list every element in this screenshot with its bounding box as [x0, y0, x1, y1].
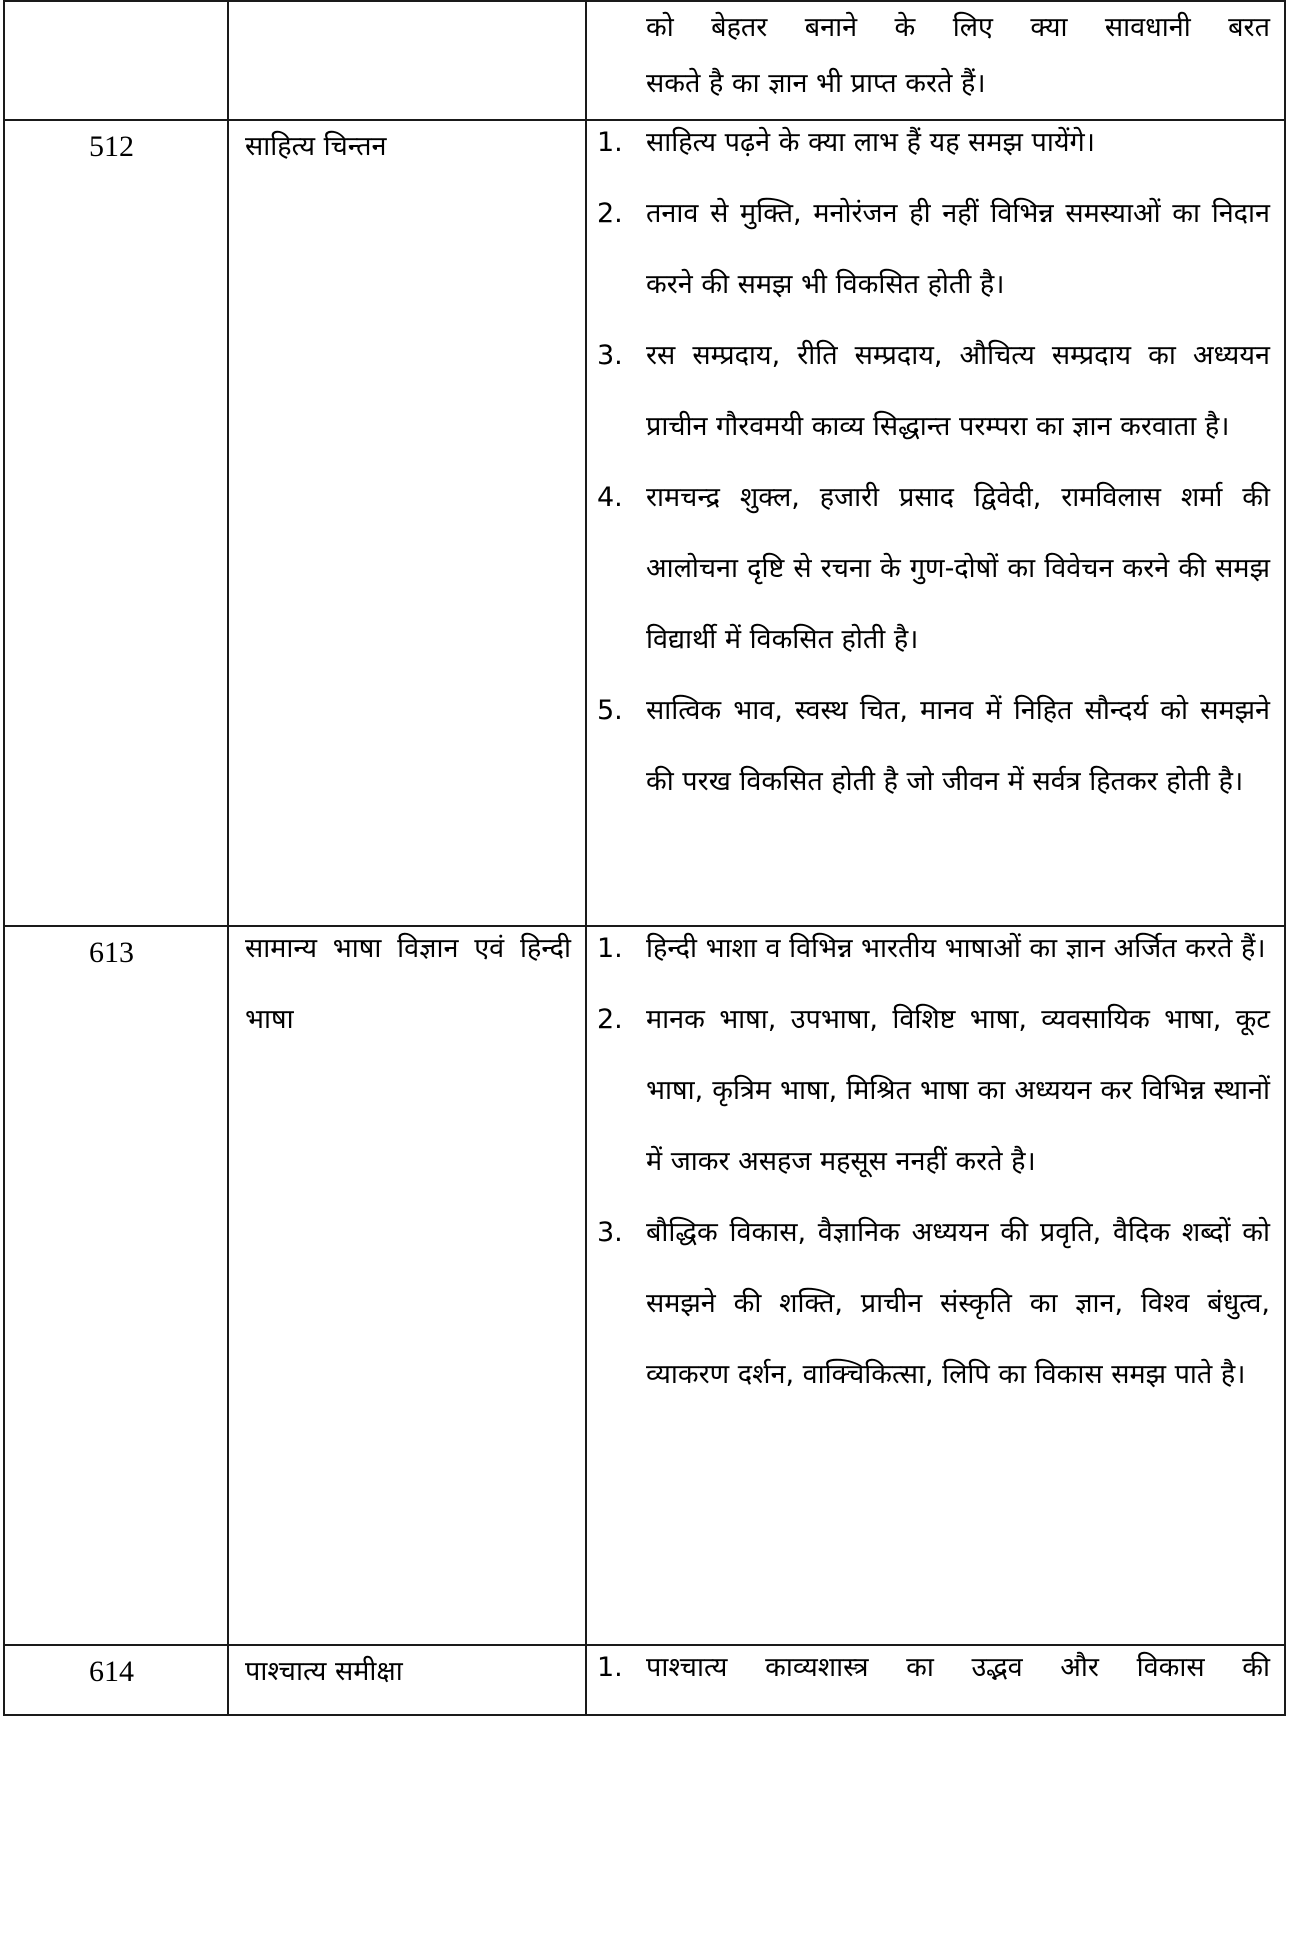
course-code-cell	[4, 926, 228, 1645]
table-row	[4, 120, 1285, 926]
outcome-number: 4.	[597, 482, 623, 513]
course-code: 512	[89, 130, 134, 163]
outcome-number: 3.	[597, 340, 623, 371]
course-code-cell	[4, 120, 228, 926]
paper-name-cell	[228, 926, 586, 1645]
outcome-number: 1.	[597, 127, 623, 158]
outcome-text: पाश्चात्य काव्यशास्त्र का उद्भव और विकास की	[646, 1652, 1270, 1683]
outcome-text: सात्विक भाव, स्वस्थ चित, मानव में निहित सौन्दर्य को समझने की परख विकसित होती है जो जीवन में सर्वत्र हितकर होती है।	[646, 695, 1270, 797]
outcome-item	[597, 462, 1270, 675]
paper-name: सामान्य भाषा विज्ञान एवं हिन्दी भाषा	[245, 933, 571, 1035]
paper-name-cell	[228, 1645, 586, 1715]
outcome-item	[597, 320, 1270, 462]
course-code-cell	[4, 1645, 228, 1715]
table-row	[4, 1645, 1285, 1715]
outcome-text: हिन्दी भाशा व विभिन्न भारतीय भाषाओं का ज्ञान अर्जित करते हैं।	[646, 933, 1266, 964]
outcome-item	[597, 913, 1270, 984]
outcome-item	[597, 984, 1270, 1197]
course-code-cell	[4, 1, 228, 120]
outcome-text: तनाव से मुक्ति, मनोरंजन ही नहीं विभिन्न समस्याओं का निदान करने की समझ भी विकसित होती है।	[646, 198, 1270, 300]
outcome-text: बौद्धिक विकास, वैज्ञानिक अध्ययन की प्रवृति, वैदिक शब्दों को समझने की शक्ति, प्राचीन संस्कृति का ज्ञान, विश्व बंधुत्व, व्याकरण दर्शन, वाक्चिकित्सा, लिपि का विकास समझ पाते है।	[646, 1217, 1270, 1390]
table-row	[4, 1, 1285, 120]
paper-name-cell	[228, 1, 586, 120]
table-row	[4, 926, 1285, 1645]
paper-name-cell	[228, 120, 586, 926]
outcomes-cell	[586, 926, 1285, 1645]
outcomes-cell	[586, 120, 1285, 926]
outcome-number: 1.	[597, 1652, 623, 1683]
outcome-number: 1.	[597, 933, 623, 964]
course-outcomes-table	[3, 0, 1286, 1716]
outcome-number: 2.	[597, 1004, 623, 1035]
outcome-text: रामचन्द्र शुक्ल, हजारी प्रसाद द्विवेदी, रामविलास शर्मा की आलोचना दृष्टि से रचना के गुण-दोषों का विवेचन करने की समझ विद्यार्थी में विकसित होती है।	[646, 482, 1270, 655]
outcome-item	[597, 1197, 1270, 1410]
outcomes-cell	[586, 1, 1285, 120]
course-code: 614	[89, 1655, 134, 1688]
outcome-text: रस सम्प्रदाय, रीति सम्प्रदाय, औचित्य सम्प्रदाय का अध्ययन प्राचीन गौरवमयी काव्य सिद्धान्त परम्परा का ज्ञान करवाता है।	[646, 340, 1270, 442]
outcome-item	[597, 178, 1270, 320]
paper-name: साहित्य चिन्तन	[245, 131, 387, 162]
outcome-text: मानक भाषा, उपभाषा, विशिष्ट भाषा, व्यवसायिक भाषा, कूट भाषा, कृत्रिम भाषा, मिश्रित भाषा का अध्ययन कर विभिन्न स्थानों में जाकर असहज महसूस ननहीं करते है।	[646, 1004, 1270, 1177]
outcome-number: 2.	[597, 198, 623, 229]
outcome-item	[597, 675, 1270, 817]
outcome-item	[597, 107, 1270, 178]
continuation-line: को बेहतर बनाने के लिए क्या सावधानी बरत	[646, 12, 1270, 43]
paper-name: पाश्चात्य समीक्षा	[245, 1656, 403, 1687]
course-code: 613	[89, 936, 134, 969]
outcome-item	[597, 1632, 1270, 1703]
outcomes-cell	[586, 1645, 1285, 1715]
outcome-number: 3.	[597, 1217, 623, 1248]
outcome-text: साहित्य पढ़ने के क्या लाभ हैं यह समझ पायेंगे।	[646, 127, 1095, 158]
outcome-number: 5.	[597, 695, 623, 726]
continuation-line: सकते है का ज्ञान भी प्राप्त करते हैं।	[646, 68, 986, 99]
